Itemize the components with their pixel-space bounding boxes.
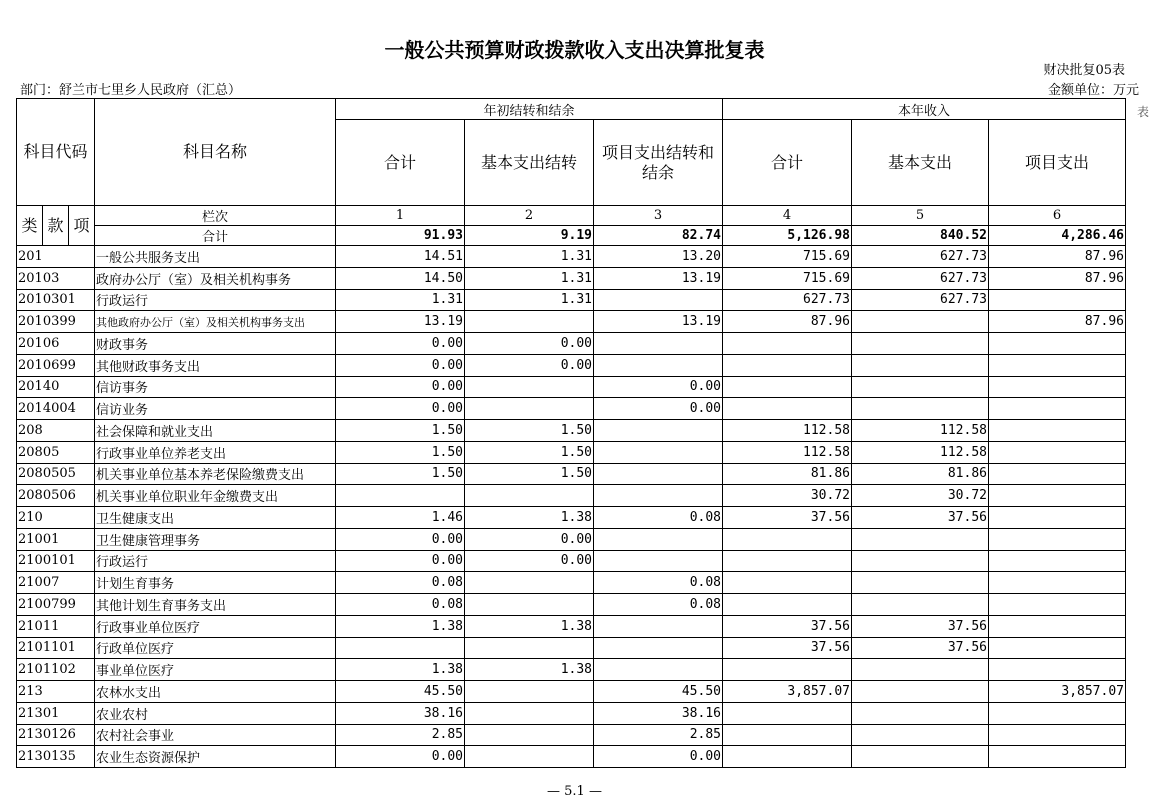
value-cell-1: 38.16 xyxy=(336,702,465,724)
value-cell-4 xyxy=(723,594,852,616)
value-cell-1: 1.50 xyxy=(336,463,465,485)
value-cell-4 xyxy=(723,724,852,746)
value-cell-6: 87.96 xyxy=(989,246,1126,268)
value-cell-1: 0.00 xyxy=(336,333,465,355)
table-row xyxy=(17,289,1126,311)
value-cell-4 xyxy=(723,659,852,681)
subject-name: 其他计划生育事务支出 xyxy=(95,594,336,616)
col-header-2: 基本支出结转 xyxy=(465,120,594,206)
subject-name: 政府办公厅（室）及相关机构事务 xyxy=(95,267,336,289)
subject-code: 2100101 xyxy=(17,550,95,572)
table-row xyxy=(17,485,1126,507)
value-cell-4: 112.58 xyxy=(723,420,852,442)
table-row xyxy=(17,659,1126,681)
subject-code: 2130135 xyxy=(17,746,95,768)
value-cell-5: 627.73 xyxy=(852,267,989,289)
value-cell-2 xyxy=(465,311,594,333)
value-cell-6 xyxy=(989,637,1126,659)
value-cell-5 xyxy=(852,354,989,376)
value-cell-5 xyxy=(852,572,989,594)
subject-name: 财政事务 xyxy=(95,333,336,355)
value-cell-4: 37.56 xyxy=(723,507,852,529)
value-cell-6 xyxy=(989,615,1126,637)
value-cell-5: 112.58 xyxy=(852,441,989,463)
subject-code: 20805 xyxy=(17,441,95,463)
subject-code: 2080506 xyxy=(17,485,95,507)
value-cell-6 xyxy=(989,463,1126,485)
subject-code: 2014004 xyxy=(17,398,95,420)
value-cell-3 xyxy=(594,420,723,442)
value-cell-5 xyxy=(852,681,989,703)
subject-code: 210 xyxy=(17,507,95,529)
value-cell-3: 0.08 xyxy=(594,594,723,616)
value-cell-1: 1.38 xyxy=(336,615,465,637)
value-cell-4 xyxy=(723,333,852,355)
subject-code: 21001 xyxy=(17,528,95,550)
table-row xyxy=(17,354,1126,376)
value-cell-5 xyxy=(852,311,989,333)
value-cell-6 xyxy=(989,528,1126,550)
value-cell-4: 37.56 xyxy=(723,615,852,637)
value-cell-5 xyxy=(852,376,989,398)
table-row xyxy=(17,311,1126,333)
total-value-2: 9.19 xyxy=(465,226,594,246)
value-cell-1: 0.00 xyxy=(336,528,465,550)
subject-name: 社会保障和就业支出 xyxy=(95,420,336,442)
col-header-5: 基本支出 xyxy=(852,120,989,206)
total-value-6: 4,286.46 xyxy=(989,226,1126,246)
value-cell-4: 112.58 xyxy=(723,441,852,463)
current-year-income-header: 本年收入 xyxy=(723,99,1126,120)
value-cell-6 xyxy=(989,702,1126,724)
col-header-4: 合计 xyxy=(723,120,852,206)
value-cell-5 xyxy=(852,724,989,746)
value-cell-3: 13.20 xyxy=(594,246,723,268)
table-row xyxy=(17,746,1126,768)
subject-name: 行政运行 xyxy=(95,550,336,572)
subject-name: 机关事业单位职业年金缴费支出 xyxy=(95,485,336,507)
table-row xyxy=(17,398,1126,420)
opening-carryover-header: 年初结转和结余 xyxy=(336,99,723,120)
subject-code: 213 xyxy=(17,681,95,703)
subject-name: 事业单位医疗 xyxy=(95,659,336,681)
value-cell-5: 37.56 xyxy=(852,615,989,637)
table-row xyxy=(17,267,1126,289)
value-cell-3: 45.50 xyxy=(594,681,723,703)
value-cell-6 xyxy=(989,289,1126,311)
value-cell-1: 0.00 xyxy=(336,398,465,420)
amount-unit: 金额单位：万元 xyxy=(1047,83,1139,98)
subject-code: 2101101 xyxy=(17,637,95,659)
subject-name: 农村社会事业 xyxy=(95,724,336,746)
value-cell-5: 37.56 xyxy=(852,507,989,529)
col-header-6: 项目支出 xyxy=(989,120,1126,206)
subject-name: 卫生健康管理事务 xyxy=(95,528,336,550)
subject-name: 一般公共服务支出 xyxy=(95,246,336,268)
value-cell-4 xyxy=(723,572,852,594)
value-cell-2 xyxy=(465,572,594,594)
value-cell-4 xyxy=(723,746,852,768)
value-cell-5 xyxy=(852,746,989,768)
value-cell-1: 0.08 xyxy=(336,572,465,594)
value-cell-2 xyxy=(465,485,594,507)
value-cell-1: 0.08 xyxy=(336,594,465,616)
table-row xyxy=(17,572,1126,594)
value-cell-1: 0.00 xyxy=(336,354,465,376)
value-cell-2: 1.31 xyxy=(465,289,594,311)
lanci-label: 栏次 xyxy=(95,206,336,226)
subject-code: 2100799 xyxy=(17,594,95,616)
table-row xyxy=(17,463,1126,485)
value-cell-3 xyxy=(594,289,723,311)
value-cell-1 xyxy=(336,637,465,659)
value-cell-5: 30.72 xyxy=(852,485,989,507)
value-cell-6 xyxy=(989,420,1126,442)
value-cell-5 xyxy=(852,398,989,420)
value-cell-5: 81.86 xyxy=(852,463,989,485)
value-cell-3: 0.08 xyxy=(594,572,723,594)
table-row xyxy=(17,550,1126,572)
value-cell-3: 0.00 xyxy=(594,746,723,768)
value-cell-2: 1.50 xyxy=(465,463,594,485)
value-cell-3 xyxy=(594,441,723,463)
subject-code: 21007 xyxy=(17,572,95,594)
value-cell-4: 37.56 xyxy=(723,637,852,659)
value-cell-1: 1.38 xyxy=(336,659,465,681)
value-cell-4: 715.69 xyxy=(723,267,852,289)
value-cell-3: 38.16 xyxy=(594,702,723,724)
subject-code: 208 xyxy=(17,420,95,442)
value-cell-3: 2.85 xyxy=(594,724,723,746)
value-cell-1: 14.51 xyxy=(336,246,465,268)
lei-header: 类 xyxy=(17,206,43,246)
value-cell-1: 1.50 xyxy=(336,441,465,463)
subject-name: 计划生育事务 xyxy=(95,572,336,594)
value-cell-6 xyxy=(989,550,1126,572)
value-cell-1: 1.31 xyxy=(336,289,465,311)
value-cell-3: 13.19 xyxy=(594,311,723,333)
table-row xyxy=(17,441,1126,463)
table-row xyxy=(17,376,1126,398)
value-cell-2: 0.00 xyxy=(465,528,594,550)
value-cell-3 xyxy=(594,615,723,637)
value-cell-1: 45.50 xyxy=(336,681,465,703)
xiang-header: 项 xyxy=(69,206,95,246)
value-cell-2 xyxy=(465,594,594,616)
subject-code: 2010699 xyxy=(17,354,95,376)
col-number-5: 5 xyxy=(852,206,989,226)
value-cell-1: 1.50 xyxy=(336,420,465,442)
value-cell-3: 0.08 xyxy=(594,507,723,529)
value-cell-3: 0.00 xyxy=(594,398,723,420)
col-number-6: 6 xyxy=(989,206,1126,226)
value-cell-2: 0.00 xyxy=(465,354,594,376)
value-cell-6 xyxy=(989,507,1126,529)
table-row xyxy=(17,615,1126,637)
value-cell-2: 1.31 xyxy=(465,267,594,289)
value-cell-6 xyxy=(989,594,1126,616)
subject-name: 卫生健康支出 xyxy=(95,507,336,529)
subject-name: 行政运行 xyxy=(95,289,336,311)
value-cell-5: 112.58 xyxy=(852,420,989,442)
total-value-4: 5,126.98 xyxy=(723,226,852,246)
value-cell-4: 715.69 xyxy=(723,246,852,268)
value-cell-3: 0.00 xyxy=(594,376,723,398)
col-header-3: 项目支出结转和结余 xyxy=(594,120,723,206)
total-value-5: 840.52 xyxy=(852,226,989,246)
value-cell-3 xyxy=(594,637,723,659)
value-cell-4: 627.73 xyxy=(723,289,852,311)
page-title: 一般公共预算财政拨款收入支出决算批复表 xyxy=(384,38,765,62)
value-cell-2: 0.00 xyxy=(465,333,594,355)
col-number-3: 3 xyxy=(594,206,723,226)
subject-name: 农业生态资源保护 xyxy=(95,746,336,768)
value-cell-2: 1.38 xyxy=(465,507,594,529)
subject-name: 信访业务 xyxy=(95,398,336,420)
value-cell-2 xyxy=(465,398,594,420)
value-cell-4: 81.86 xyxy=(723,463,852,485)
value-cell-5 xyxy=(852,594,989,616)
value-cell-3 xyxy=(594,463,723,485)
value-cell-6 xyxy=(989,659,1126,681)
value-cell-1: 1.46 xyxy=(336,507,465,529)
value-cell-2 xyxy=(465,702,594,724)
subject-code: 201 xyxy=(17,246,95,268)
value-cell-4 xyxy=(723,398,852,420)
value-cell-1: 0.00 xyxy=(336,746,465,768)
value-cell-4: 87.96 xyxy=(723,311,852,333)
department-label: 部门：舒兰市七里乡人民政府（汇总） xyxy=(20,83,242,98)
value-cell-1: 0.00 xyxy=(336,376,465,398)
value-cell-2: 1.50 xyxy=(465,441,594,463)
value-cell-1: 13.19 xyxy=(336,311,465,333)
value-cell-5: 37.56 xyxy=(852,637,989,659)
table-row xyxy=(17,420,1126,442)
value-cell-2: 1.38 xyxy=(465,615,594,637)
value-cell-6 xyxy=(989,572,1126,594)
value-cell-3 xyxy=(594,659,723,681)
value-cell-5: 627.73 xyxy=(852,246,989,268)
value-cell-1: 14.50 xyxy=(336,267,465,289)
value-cell-6: 3,857.07 xyxy=(989,681,1126,703)
value-cell-3: 13.19 xyxy=(594,267,723,289)
subject-code: 20140 xyxy=(17,376,95,398)
value-cell-2 xyxy=(465,681,594,703)
value-cell-5 xyxy=(852,550,989,572)
value-cell-6 xyxy=(989,746,1126,768)
value-cell-5 xyxy=(852,528,989,550)
subject-name: 农业农村 xyxy=(95,702,336,724)
subject-code: 20106 xyxy=(17,333,95,355)
subject-code: 20103 xyxy=(17,267,95,289)
subject-name: 机关事业单位基本养老保险缴费支出 xyxy=(95,463,336,485)
value-cell-6: 87.96 xyxy=(989,311,1126,333)
value-cell-4 xyxy=(723,702,852,724)
subject-code: 2080505 xyxy=(17,463,95,485)
subject-code: 2010301 xyxy=(17,289,95,311)
table-row xyxy=(17,724,1126,746)
value-cell-6 xyxy=(989,333,1126,355)
subject-name: 行政事业单位医疗 xyxy=(95,615,336,637)
value-cell-3 xyxy=(594,550,723,572)
table-row xyxy=(17,246,1126,268)
value-cell-4: 30.72 xyxy=(723,485,852,507)
value-cell-2: 1.38 xyxy=(465,659,594,681)
subject-name: 其他财政事务支出 xyxy=(95,354,336,376)
subject-name-header: 科目名称 xyxy=(95,99,336,206)
value-cell-4 xyxy=(723,354,852,376)
subject-code: 21301 xyxy=(17,702,95,724)
col-number-2: 2 xyxy=(465,206,594,226)
value-cell-6 xyxy=(989,376,1126,398)
table-row xyxy=(17,702,1126,724)
kuan-header: 款 xyxy=(43,206,69,246)
value-cell-3 xyxy=(594,528,723,550)
value-cell-6 xyxy=(989,724,1126,746)
col-number-4: 4 xyxy=(723,206,852,226)
table-row xyxy=(17,637,1126,659)
total-value-3: 82.74 xyxy=(594,226,723,246)
value-cell-4 xyxy=(723,550,852,572)
subject-code: 2130126 xyxy=(17,724,95,746)
value-cell-3 xyxy=(594,485,723,507)
col-number-1: 1 xyxy=(336,206,465,226)
value-cell-2: 1.50 xyxy=(465,420,594,442)
value-cell-4 xyxy=(723,528,852,550)
value-cell-1: 2.85 xyxy=(336,724,465,746)
table-row xyxy=(17,528,1126,550)
subject-name: 行政单位医疗 xyxy=(95,637,336,659)
value-cell-6 xyxy=(989,354,1126,376)
value-cell-6 xyxy=(989,441,1126,463)
side-panel-icon[interactable]: 表 xyxy=(1137,105,1149,119)
page-number: — 5.1 — xyxy=(547,784,602,799)
value-cell-6 xyxy=(989,485,1126,507)
value-cell-2 xyxy=(465,637,594,659)
subject-code: 2010399 xyxy=(17,311,95,333)
subject-name: 农林水支出 xyxy=(95,681,336,703)
value-cell-6 xyxy=(989,398,1126,420)
value-cell-5 xyxy=(852,333,989,355)
value-cell-2 xyxy=(465,746,594,768)
table-row xyxy=(17,507,1126,529)
value-cell-4: 3,857.07 xyxy=(723,681,852,703)
value-cell-2 xyxy=(465,376,594,398)
total-label: 合计 xyxy=(95,226,336,246)
value-cell-5: 627.73 xyxy=(852,289,989,311)
subject-code: 2101102 xyxy=(17,659,95,681)
value-cell-2 xyxy=(465,724,594,746)
value-cell-3 xyxy=(594,333,723,355)
value-cell-6: 87.96 xyxy=(989,267,1126,289)
value-cell-1 xyxy=(336,485,465,507)
total-value-1: 91.93 xyxy=(336,226,465,246)
subject-code-header: 科目代码 xyxy=(17,99,95,206)
col-header-1: 合计 xyxy=(336,120,465,206)
value-cell-4 xyxy=(723,376,852,398)
budget-table xyxy=(16,98,1126,768)
value-cell-2: 0.00 xyxy=(465,550,594,572)
form-number: 财决批复05表 xyxy=(1043,63,1125,78)
table-row xyxy=(17,594,1126,616)
value-cell-2: 1.31 xyxy=(465,246,594,268)
subject-code: 21011 xyxy=(17,615,95,637)
subject-name: 其他政府办公厅（室）及相关机构事务支出 xyxy=(95,311,336,333)
value-cell-5 xyxy=(852,659,989,681)
table-row xyxy=(17,681,1126,703)
table-row xyxy=(17,333,1126,355)
value-cell-1: 0.00 xyxy=(336,550,465,572)
value-cell-5 xyxy=(852,702,989,724)
subject-name: 行政事业单位养老支出 xyxy=(95,441,336,463)
value-cell-3 xyxy=(594,354,723,376)
subject-name: 信访事务 xyxy=(95,376,336,398)
